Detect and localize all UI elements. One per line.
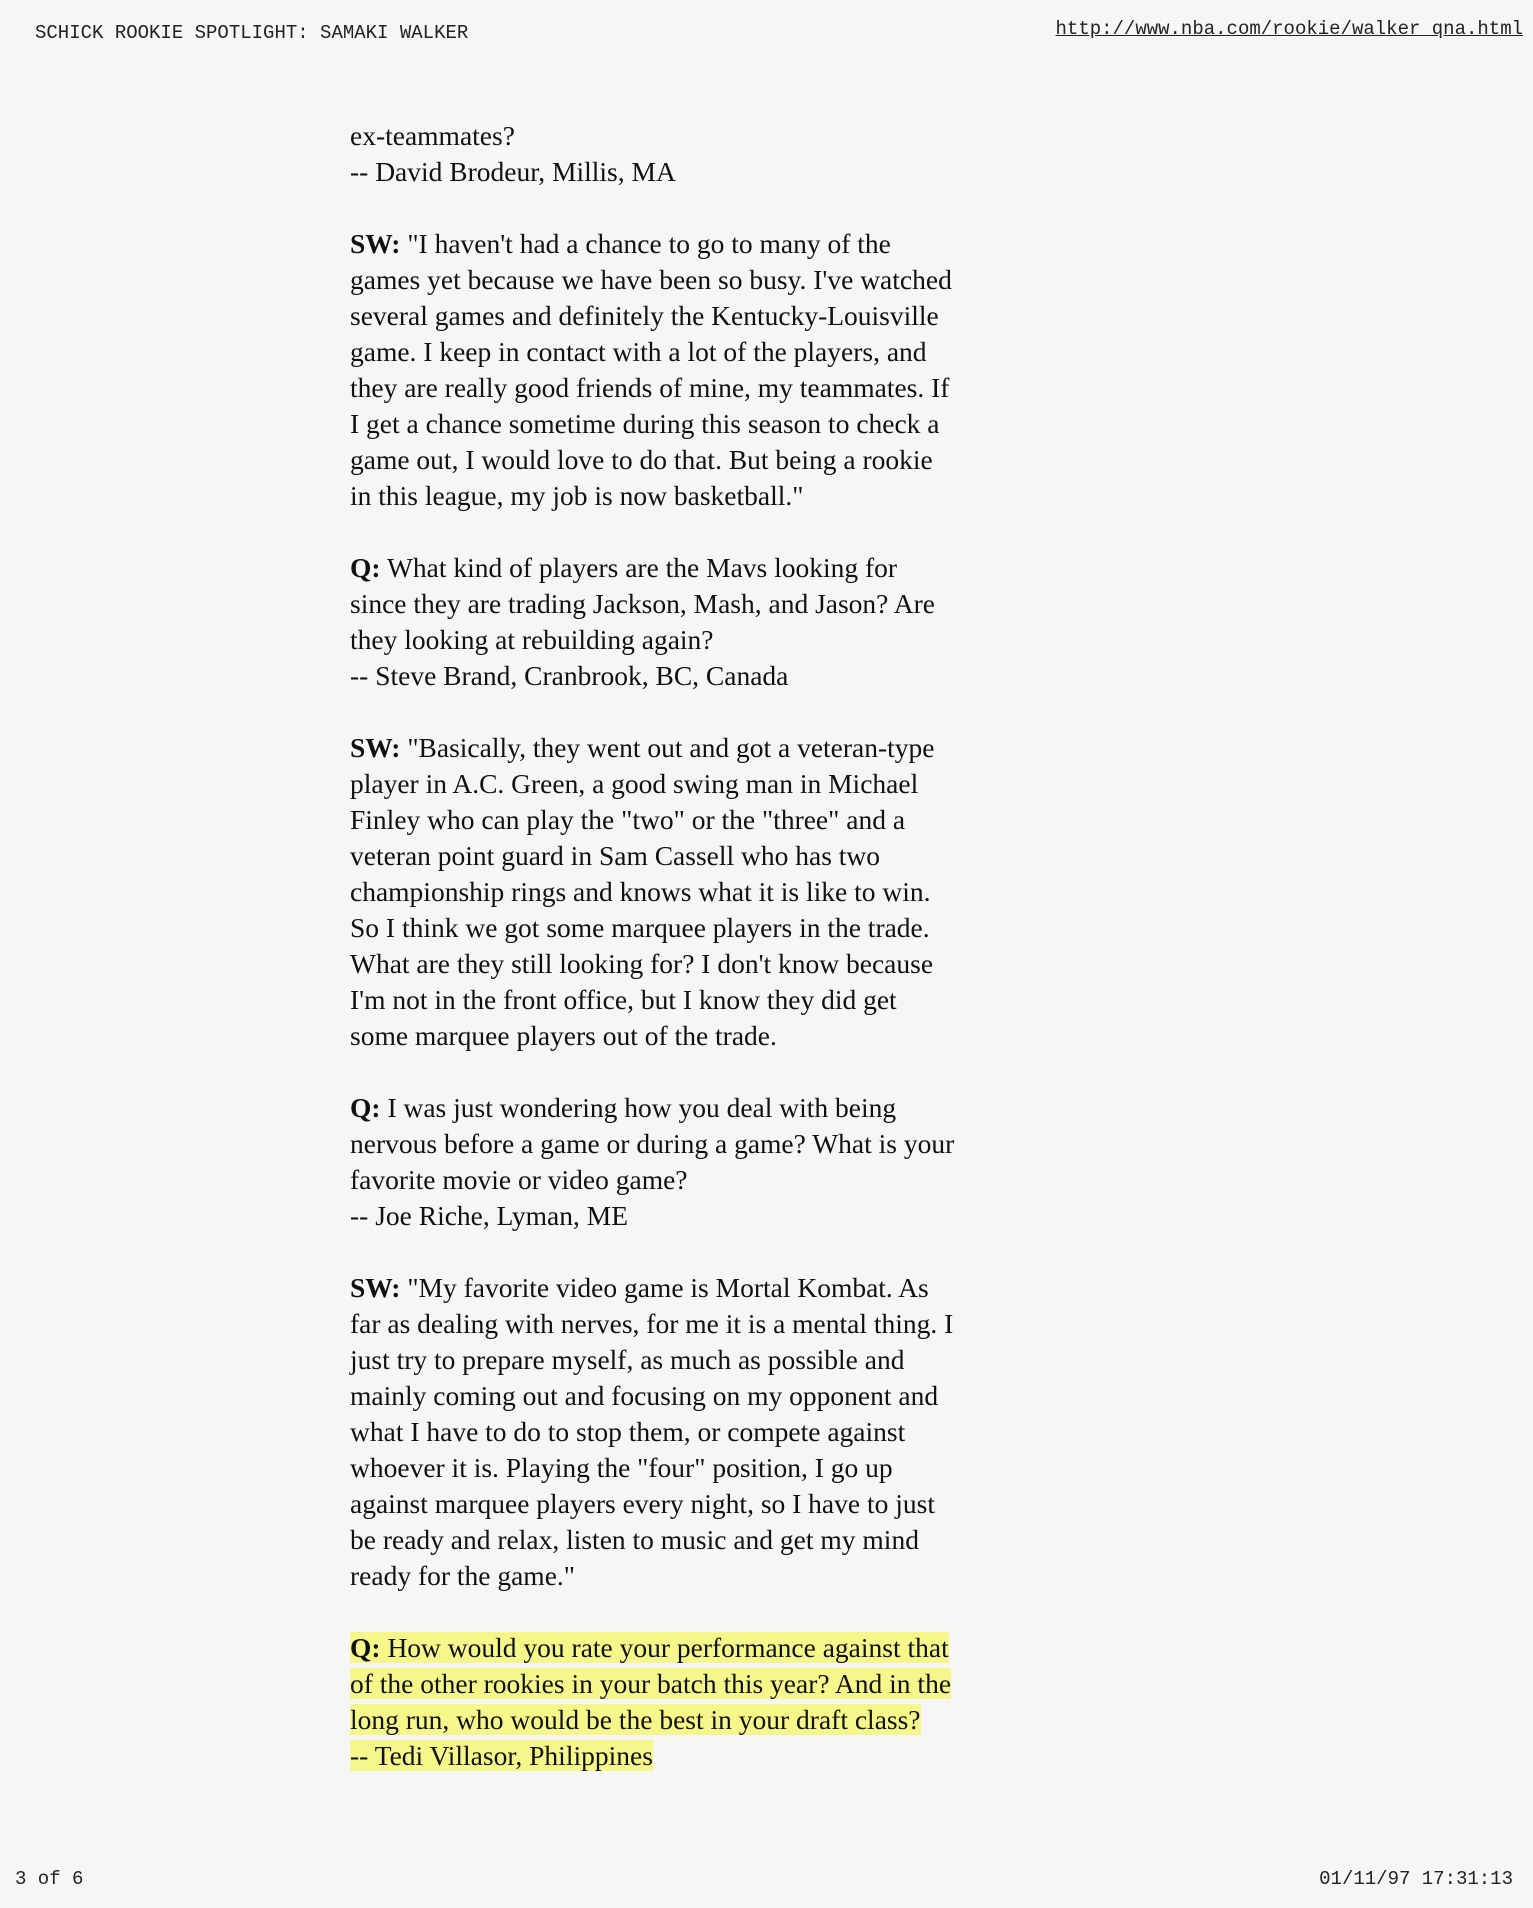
page-number: 3 of 6 [15, 1868, 84, 1890]
question-attribution: -- Steve Brand, Cranbrook, BC, Canada [350, 660, 789, 691]
question-2 [350, 550, 1070, 694]
page-header-url[interactable]: http://www.nba.com/rookie/walker_qna.html [1055, 18, 1523, 40]
answer-text-line: in this league, my job is now basketball." [350, 480, 804, 511]
answer-text-line: several games and definitely the Kentucky-Louisville [350, 300, 939, 331]
question-text-line: ex-teammates? [350, 120, 515, 151]
answer-2 [350, 730, 1070, 1054]
question-attribution: -- Joe Riche, Lyman, ME [350, 1200, 628, 1231]
question-text-line: favorite movie or video game? [350, 1164, 688, 1195]
speaker-label: SW: [350, 1272, 401, 1303]
answer-text-line: what I have to do to stop them, or compete against [350, 1416, 906, 1447]
answer-text-line: player in A.C. Green, a good swing man in Michael [350, 768, 919, 799]
answer-text-line: mainly coming out and focusing on my opponent and [350, 1380, 939, 1411]
question-text-line: nervous before a game or during a game? What is your [350, 1128, 955, 1159]
question-text-line: since they are trading Jackson, Mash, and Jason? Are [350, 588, 935, 619]
interview-text [350, 118, 1070, 1810]
speaker-label: SW: [350, 732, 401, 763]
answer-3 [350, 1270, 1070, 1594]
answer-text-line: some marquee players out of the trade. [350, 1020, 777, 1051]
answer-text-line: ready for the game." [350, 1560, 576, 1591]
question-text-line: What kind of players are the Mavs looking for [380, 552, 898, 583]
answer-text-line: I get a chance sometime during this season to check a [350, 408, 940, 439]
answer-text-line: What are they still looking for? I don't know because [350, 948, 934, 979]
question-label: Q: [350, 1632, 381, 1663]
answer-1 [350, 226, 1070, 514]
answer-text-line: against marquee players every night, so I have to just [350, 1488, 935, 1519]
question-attribution: -- Tedi Villasor, Philippines [350, 1740, 653, 1771]
answer-text-line: game. I keep in contact with a lot of the players, and [350, 336, 927, 367]
speaker-label: SW: [350, 228, 401, 259]
answer-text-line: veteran point guard in Sam Cassell who has two [350, 840, 881, 871]
answer-text-line: I'm not in the front office, but I know they did get [350, 984, 897, 1015]
question-label: Q: [350, 552, 381, 583]
question-4-highlighted [350, 1630, 1070, 1774]
question-attribution: -- David Brodeur, Millis, MA [350, 156, 676, 187]
answer-text-line: far as dealing with nerves, for me it is a mental thing. I [350, 1308, 954, 1339]
answer-text-line: "Basically, they went out and got a veteran-type [400, 732, 935, 763]
print-timestamp: 01/11/97 17:31:13 [1319, 1868, 1513, 1890]
question-text-line: they looking at rebuilding again? [350, 624, 714, 655]
answer-text-line: games yet because we have been so busy. I've watched [350, 264, 952, 295]
page-header-title: SCHICK ROOKIE SPOTLIGHT: SAMAKI WALKER [35, 22, 469, 44]
answer-text-line: "My favorite video game is Mortal Kombat. As [400, 1272, 929, 1303]
answer-text-line: be ready and relax, listen to music and get my mind [350, 1524, 919, 1555]
question-3 [350, 1090, 1070, 1234]
answer-text-line: So I think we got some marquee players in the trade. [350, 912, 930, 943]
answer-text-line: game out, I would love to do that. But being a rookie [350, 444, 933, 475]
answer-text-line: they are really good friends of mine, my teammates. If [350, 372, 950, 403]
answer-text-line: just try to prepare myself, as much as possible and [350, 1344, 905, 1375]
answer-text-line: "I haven't had a chance to go to many of the [400, 228, 891, 259]
answer-text-line: Finley who can play the "two" or the "three" and a [350, 804, 906, 835]
answer-text-line: whoever it is. Playing the "four" position, I go up [350, 1452, 893, 1483]
question-text-line: I was just wondering how you deal with being [380, 1092, 897, 1123]
answer-text-line: championship rings and knows what it is like to win. [350, 876, 931, 907]
question-text-line: long run, who would be the best in your draft class? [350, 1704, 921, 1735]
question-continuation [350, 118, 1070, 190]
question-label: Q: [350, 1092, 381, 1123]
question-text-line: How would you rate your performance against that [380, 1632, 949, 1663]
question-text-line: of the other rookies in your batch this year? And in the [350, 1668, 952, 1699]
